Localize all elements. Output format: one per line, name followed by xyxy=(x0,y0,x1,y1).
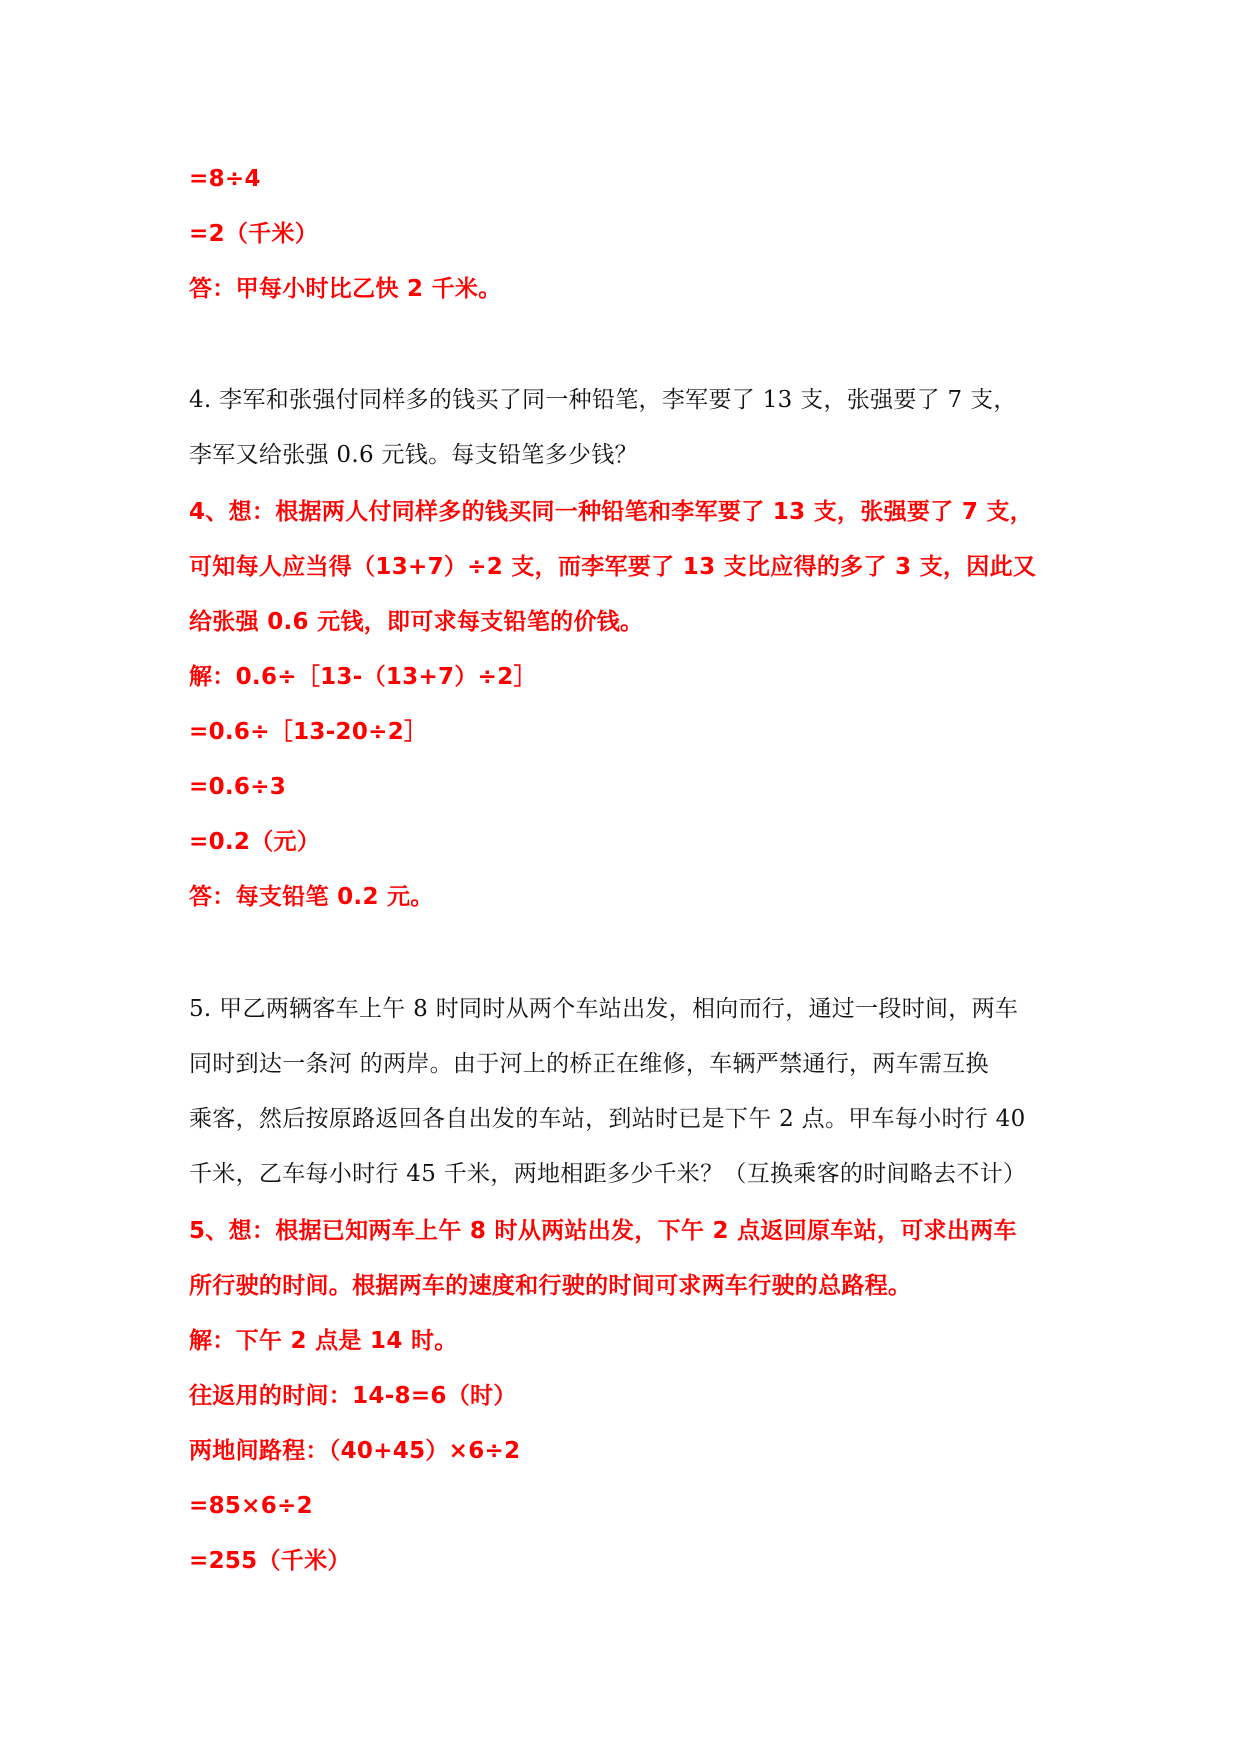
problem-4-question-line: 李军又给张强 0.6 元钱。每支铅笔多少钱？ xyxy=(189,442,638,468)
problem-4-final-answer: 答：每支铅笔 0.2 元。 xyxy=(189,884,434,910)
problem-4-solution-line: =0.6÷3 xyxy=(189,774,287,800)
problem-4-analysis-line: 4、想：根据两人付同样多的钱买同一种铅笔和李军要了 13 支，张强要了 7 支， xyxy=(189,499,1034,525)
answer-line: 答：甲每小时比乙快 2 千米。 xyxy=(189,276,502,302)
problem-4-solution-line: 解：0.6÷［13-（13+7）÷2］ xyxy=(189,664,537,690)
problem-4-solution-line: =0.2（元） xyxy=(189,829,321,855)
problem-5-solution-line: =255（千米） xyxy=(189,1548,351,1574)
calc-line: =2（千米） xyxy=(189,221,319,247)
problem-5-solution-line: 往返用的时间：14-8=6（时） xyxy=(189,1383,517,1409)
problem-5-question-line: 同时到达一条河 的两岸。由于河上的桥正在维修，车辆严禁通行，两车需互换 xyxy=(189,1051,989,1077)
problem-5-question-line: 乘客，然后按原路返回各自出发的车站，到站时已是下午 2 点。甲车每小时行 40 xyxy=(189,1106,1026,1132)
problem-5-question-line: 5. 甲乙两辆客车上午 8 时同时从两个车站出发，相向而行，通过一段时间，两车 xyxy=(189,996,1019,1022)
problem-5-question-line: 千米，乙车每小时行 45 千米，两地相距多少千米？（互换乘客的时间略去不计） xyxy=(189,1161,1027,1187)
problem-5-analysis-line: 5、想：根据已知两车上午 8 时从两站出发，下午 2 点返回原车站，可求出两车 xyxy=(189,1218,1017,1244)
problem-5-analysis-line: 所行驶的时间。根据两车的速度和行驶的时间可求两车行驶的总路程。 xyxy=(189,1273,912,1299)
problem-4-question-line: 4. 李军和张强付同样多的钱买了同一种铅笔，李军要了 13 支，张强要了 7 支， xyxy=(189,387,1017,413)
problem-5-solution-line: =85×6÷2 xyxy=(189,1493,313,1519)
problem-5-solution-line: 两地间路程：（40+45）×6÷2 xyxy=(189,1438,521,1464)
problem-4-analysis-line: 可知每人应当得（13+7）÷2 支，而李军要了 13 支比应得的多了 3 支，因此又 xyxy=(189,554,1037,580)
problem-4-solution-line: =0.6÷［13-20÷2］ xyxy=(189,719,428,745)
problem-4-analysis-line: 给张强 0.6 元钱，即可求每支铅笔的价钱。 xyxy=(189,609,644,635)
problem-5-solution-line: 解：下午 2 点是 14 时。 xyxy=(189,1328,458,1354)
calc-line: =8÷4 xyxy=(189,166,261,192)
